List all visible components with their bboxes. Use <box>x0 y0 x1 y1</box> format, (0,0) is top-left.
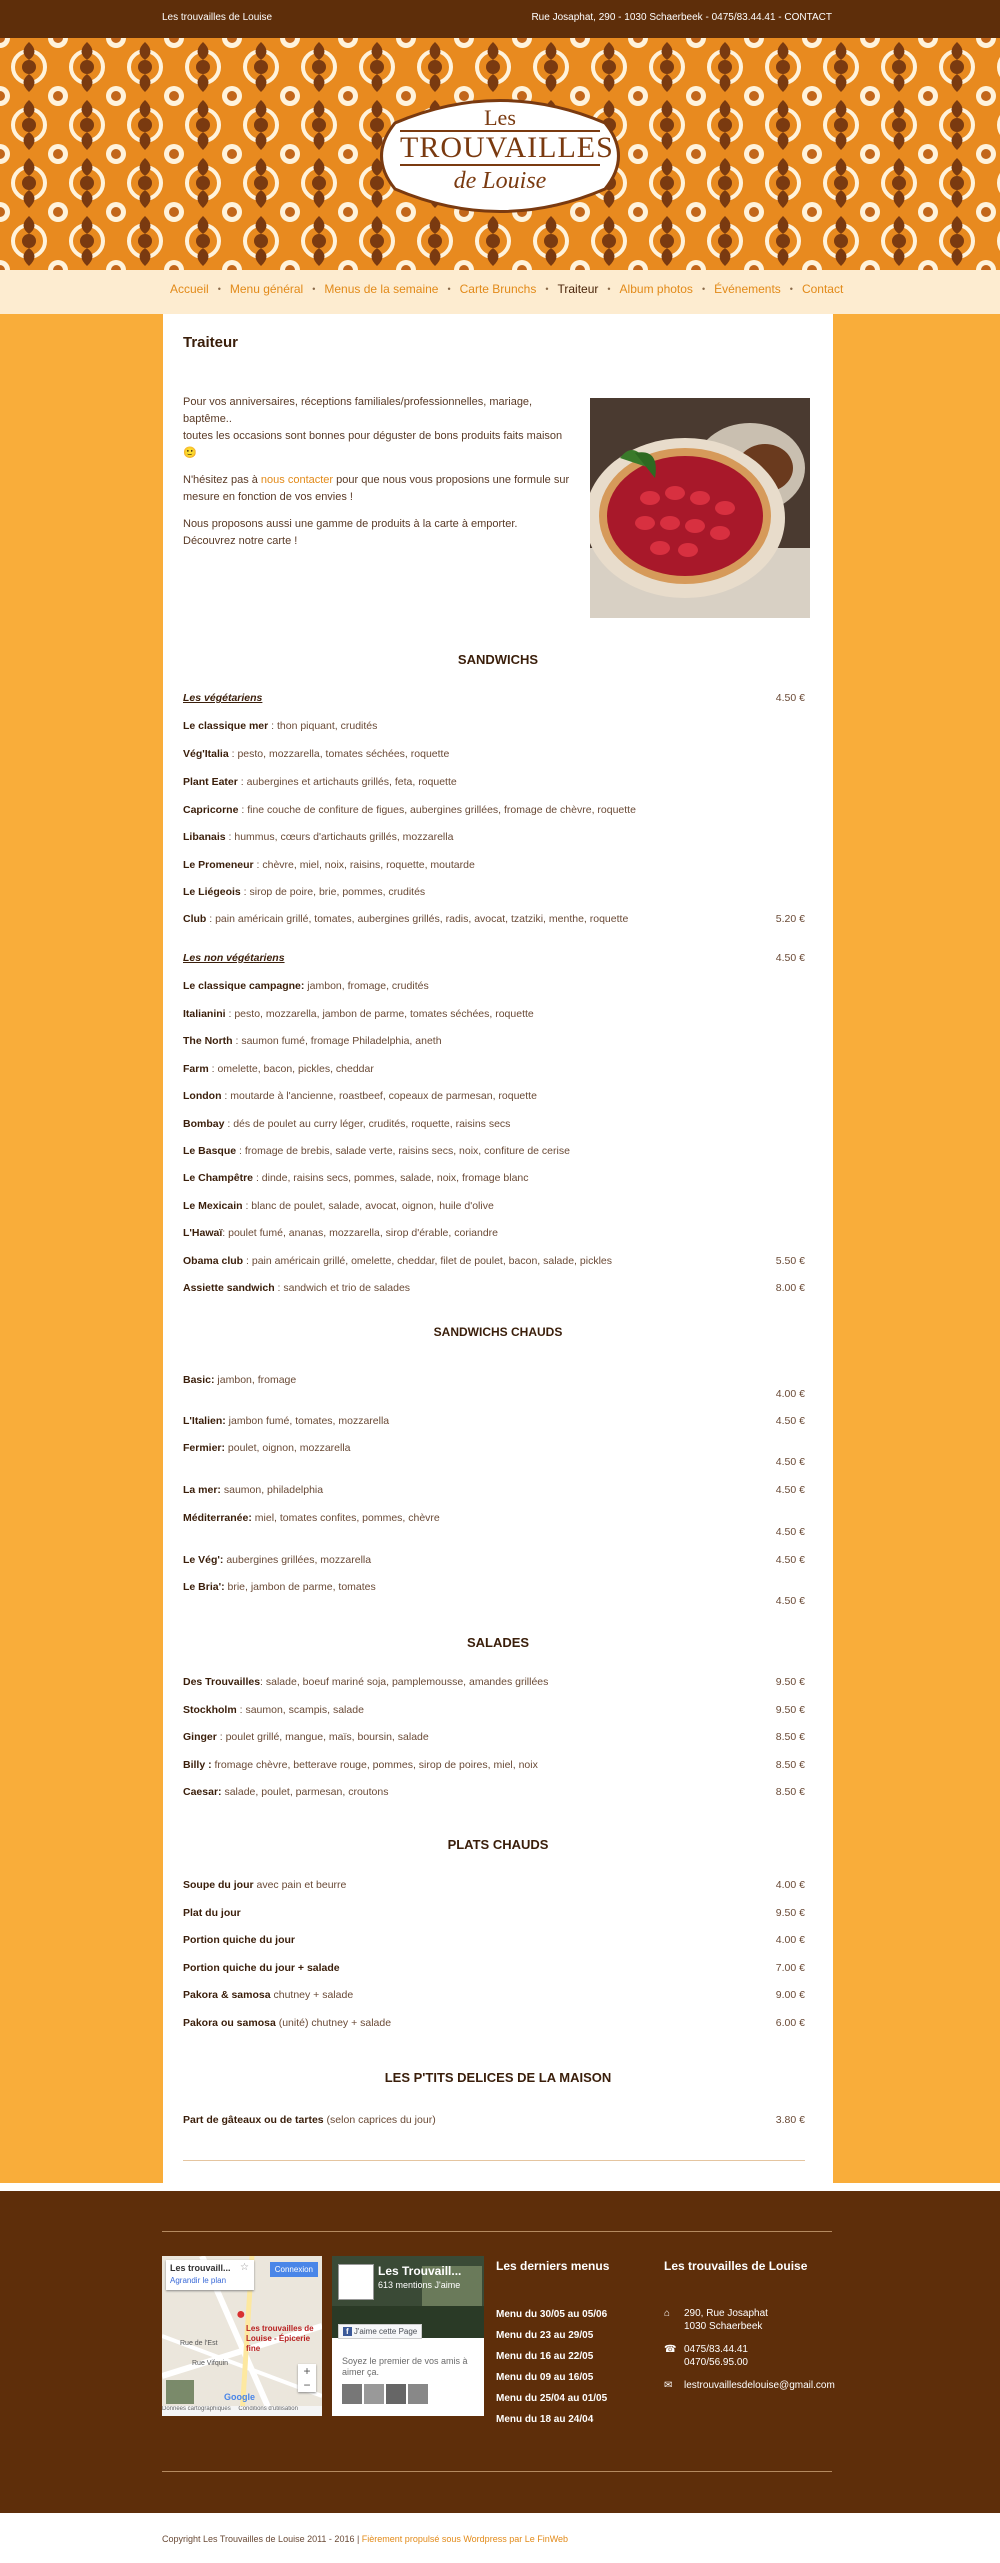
menu-item <box>183 1415 805 1427</box>
home-icon: ⌂ <box>664 2308 671 2319</box>
menu-item <box>183 1008 805 1020</box>
friend-avatar[interactable] <box>386 2384 406 2404</box>
item-name: Obama club <box>183 1255 244 1267</box>
item-desc: avec pain et beurre <box>253 1879 347 1891</box>
menu-link[interactable]: Menu du 09 au 16/05 <box>496 2372 594 2383</box>
section-heading-delices: LES P'TITS DELICES DE LA MAISON <box>384 2070 612 2085</box>
item-name: Le Mexicain <box>183 1200 243 1212</box>
item-name: La mer: <box>183 1484 221 1496</box>
menu-item <box>183 1512 805 1538</box>
menu-item <box>183 720 805 732</box>
zoom-in-button[interactable]: + <box>303 2364 311 2378</box>
menu-link[interactable]: Menu du 16 au 22/05 <box>496 2351 594 2362</box>
menu-item <box>183 1118 805 1130</box>
latest-menus <box>496 2259 609 2435</box>
phones <box>664 2343 835 2369</box>
facebook-friend-thumbs <box>342 2384 428 2404</box>
item-desc: brie, jambon de parme, tomates <box>224 1581 376 1593</box>
price: 8.50 € <box>775 1731 805 1743</box>
item-desc: : pesto, mozzarella, tomates séchées, roquette <box>228 748 450 760</box>
item-name: Le Vég': <box>183 1554 224 1566</box>
email-address[interactable]: lestrouvaillesdelouise@gmail.com <box>684 2380 835 2391</box>
item-desc: : salade, boeuf mariné soja, pamplemousse, amandes grillées <box>260 1676 549 1688</box>
item-name: Stockholm <box>183 1704 237 1716</box>
menu-link[interactable]: Menu du 30/05 au 05/06 <box>496 2309 608 2320</box>
item-name: Le Promeneur <box>183 859 254 871</box>
item-desc: aubergines grillées, mozzarella <box>223 1554 372 1566</box>
price: 9.50 € <box>775 1676 805 1688</box>
category-row <box>183 692 805 704</box>
item-name: Portion quiche du jour + salade <box>183 1962 340 1974</box>
facebook-friends-text: Soyez le premier de vos amis à aimer ça. <box>342 2356 468 2377</box>
menu-item <box>183 1063 805 1075</box>
menu-item <box>183 1282 805 1294</box>
google-map-widget[interactable] <box>162 2256 322 2416</box>
map-login-button[interactable]: Connexion <box>270 2262 318 2277</box>
section-heading-sandwichs-chauds: SANDWICHS CHAUDS <box>433 1325 563 1339</box>
item-name: Italianini <box>183 1008 226 1020</box>
item-desc: : sandwich et trio de salades <box>274 1282 411 1294</box>
friend-avatar[interactable] <box>364 2384 384 2404</box>
item-name: Plant Eater <box>183 776 238 788</box>
zoom-out-button[interactable]: − <box>303 2378 311 2392</box>
item-desc: : fine couche de confiture de figues, aubergines grillées, fromage de chèvre, roquette <box>238 804 636 816</box>
item-name: Le Liégeois <box>183 886 241 898</box>
item-desc: : fromage de brebis, salade verte, raisins secs, noix, confiture de cerise <box>236 1145 570 1157</box>
nav-item-menus-semaine[interactable]: Menus de la semaine <box>324 282 439 296</box>
street-view-thumbnail[interactable] <box>166 2380 194 2404</box>
copyright-text: Copyright Les Trouvailles de Louise 2011 - 2016 | <box>162 2534 362 2544</box>
nav-item-album-photos[interactable]: Album photos <box>619 282 693 296</box>
address-line: 1030 Schaerbeek <box>684 2321 763 2332</box>
menu-item <box>183 1676 805 1688</box>
menu-item <box>183 2017 805 2029</box>
top-brand[interactable]: Les trouvailles de Louise <box>162 12 273 23</box>
item-desc: salade, poulet, parmesan, croutons <box>221 1786 389 1798</box>
item-desc: : pesto, mozzarella, jambon de parme, tomates séchées, roquette <box>225 1008 534 1020</box>
item-name: Le classique mer <box>183 720 269 732</box>
address-line: 290, Rue Josaphat <box>684 2308 768 2319</box>
footer <box>0 2191 1000 2513</box>
strawberry-tart-photo <box>590 398 810 618</box>
menu-item <box>183 1704 805 1716</box>
item-desc: : poulet fumé, ananas, mozzarella, sirop d'érable, coriandre <box>222 1227 499 1239</box>
intro-line: N'hésitez pas à <box>183 474 261 486</box>
main-nav <box>0 270 1000 314</box>
price: 4.50 € <box>775 1554 805 1566</box>
item-name: Le Basque <box>183 1145 237 1157</box>
friend-avatar[interactable] <box>342 2384 362 2404</box>
item-name: Bombay <box>183 1118 225 1130</box>
nav-separator: • <box>607 284 611 294</box>
item-desc: : sirop de poire, brie, pommes, crudités <box>240 886 426 898</box>
nav-item-contact[interactable]: Contact <box>801 282 844 296</box>
price: 5.50 € <box>775 1255 805 1267</box>
item-name: L'Hawaï <box>183 1227 223 1239</box>
item-desc: : poulet grillé, mangue, maïs, boursin, salade <box>216 1731 429 1743</box>
menu-item <box>183 1786 805 1798</box>
item-desc: : thon piquant, crudités <box>268 720 378 732</box>
item-name: Pakora ou samosa <box>183 2017 276 2029</box>
price: 3.80 € <box>775 2114 805 2126</box>
item-desc: : dinde, raisins secs, pommes, salade, noix, fromage blanc <box>253 1172 529 1184</box>
nav-separator: • <box>312 284 316 294</box>
item-name: Le Bria': <box>183 1581 225 1593</box>
menu-link[interactable]: Menu du 18 au 24/04 <box>496 2414 594 2425</box>
item-name: Club <box>183 913 207 925</box>
item-name: Vég'Italia <box>183 748 229 760</box>
item-name: Assiette sandwich <box>183 1282 275 1294</box>
map-terms-link[interactable]: Conditions d'utilisation <box>238 2406 298 2412</box>
intro-line: Nous proposons aussi une gamme de produits à la carte à emporter. <box>183 518 518 530</box>
contact-link[interactable]: nous contacter <box>260 474 334 486</box>
section-heading-plats-chauds: PLATS CHAUDS <box>447 1837 549 1852</box>
menu-item <box>183 1731 805 1743</box>
price: 9.00 € <box>775 1989 805 2001</box>
item-name: L'Italien: <box>183 1415 226 1427</box>
footer-divider-top <box>162 2231 832 2232</box>
price: 4.00 € <box>775 1934 805 1946</box>
header-banner <box>0 38 1000 270</box>
facebook-page-avatar[interactable] <box>338 2264 374 2300</box>
menu-item <box>183 831 805 843</box>
nav-item-menu-general[interactable]: Menu général <box>229 282 304 296</box>
item-desc: : saumon, scampis, salade <box>236 1704 364 1716</box>
intro-line: toutes les occasions sont bonnes pour déguster de bons produits faits maison 🙂 <box>183 430 563 459</box>
nav-separator: • <box>447 284 451 294</box>
menu-item <box>183 748 805 760</box>
page-title: Traiteur <box>183 334 239 351</box>
phone-number[interactable]: 0475/83.44.41 <box>684 2344 748 2355</box>
menu-item <box>183 913 805 925</box>
item-desc: miel, tomates confites, pommes, chèvre <box>251 1512 440 1524</box>
item-desc: (unité) chutney + salade <box>275 2017 392 2029</box>
item-name: Portion quiche du jour <box>183 1934 295 1946</box>
nav-separator: • <box>701 284 706 294</box>
content-divider <box>183 2160 805 2161</box>
item-desc: chutney + salade <box>270 1989 354 2001</box>
menu-item <box>183 1879 805 1891</box>
address <box>664 2307 835 2333</box>
facebook-widget <box>332 2256 484 2416</box>
item-desc: : pain américain grillé, omelette, cheddar, filet de poulet, bacon, salade, pickles <box>243 1255 612 1267</box>
phone-icon: ☎ <box>664 2344 677 2355</box>
menu-item <box>183 1581 805 1607</box>
item-desc: : pain américain grillé, tomates, aubergines grillés, radis, avocat, tzatziki, menthe, roquette <box>206 913 629 925</box>
menu-item <box>183 1554 805 1566</box>
price: 4.50 € <box>775 692 805 704</box>
section-heading-sandwichs: SANDWICHS <box>457 652 539 667</box>
nav-item-carte-brunchs[interactable]: Carte Brunchs <box>459 282 537 296</box>
price: 4.50 € <box>775 1526 805 1538</box>
item-name: Capricorne <box>183 804 239 816</box>
item-desc: saumon, philadelphia <box>220 1484 324 1496</box>
menu-item <box>183 776 805 788</box>
item-desc: : hummus, cœurs d'artichauts grillés, mozzarella <box>225 831 454 843</box>
item-desc: jambon, fromage, crudités <box>304 980 429 992</box>
contact-block <box>664 2259 835 2402</box>
item-name: Basic: <box>183 1374 215 1386</box>
map-pin-icon: ● <box>236 2306 246 2323</box>
menu-item <box>183 1090 805 1102</box>
price: 4.50 € <box>775 1415 805 1427</box>
nav-item-traiteur[interactable]: Traiteur <box>557 282 599 296</box>
menu-item <box>183 1255 805 1267</box>
item-name: Le Champêtre <box>183 1172 254 1184</box>
menu-item <box>183 804 805 816</box>
item-name: Le classique campagne: <box>183 980 305 992</box>
price: 8.00 € <box>775 1282 805 1294</box>
item-desc: : dés de poulet au curry léger, crudités, roquette, raisins secs <box>224 1118 511 1130</box>
friend-avatar[interactable] <box>408 2384 428 2404</box>
menu-item <box>183 1989 805 2001</box>
menu-item <box>183 1934 805 1946</box>
menu-item <box>183 1200 805 1212</box>
menu-item <box>183 1442 805 1468</box>
price: 4.50 € <box>775 1484 805 1496</box>
item-name: Libanais <box>183 831 226 843</box>
price: 4.00 € <box>775 1879 805 1891</box>
menu-item <box>183 886 805 898</box>
contact-title: Les trouvailles de Louise <box>664 2259 808 2273</box>
latest-menus-title: Les derniers menus <box>496 2259 610 2273</box>
facebook-like-button[interactable] <box>338 2324 422 2339</box>
item-name: Ginger <box>183 1731 217 1743</box>
menu-item <box>183 1035 805 1047</box>
menu-item <box>183 1145 805 1157</box>
item-desc: fromage chèvre, betterave rouge, pommes, sirop de poires, miel, noix <box>211 1759 538 1771</box>
item-desc: : aubergines et artichauts grillés, feta, roquette <box>237 776 457 788</box>
item-desc: : omelette, bacon, pickles, cheddar <box>208 1063 374 1075</box>
map-place-title: Les trouvaill... <box>170 2263 231 2273</box>
item-name: Part de gâteaux ou de tartes <box>183 2114 324 2126</box>
credit-link[interactable]: Fièrement propulsé sous Wordpress par Le FinWeb <box>361 2534 569 2544</box>
menu-item <box>183 2114 805 2126</box>
nav-item-accueil[interactable]: Accueil <box>170 282 209 296</box>
price: 4.50 € <box>775 952 805 964</box>
intro-line: pour que nous vous proposions une formule sur mesure en fonction de vos envies ! <box>183 474 570 503</box>
star-icon[interactable]: ☆ <box>240 2262 249 2273</box>
nav-separator: • <box>217 284 221 294</box>
nav-item-evenements[interactable]: Événements <box>714 282 781 296</box>
item-name: The North <box>183 1035 233 1047</box>
menu-item <box>183 1907 805 1919</box>
menu-item <box>183 1962 805 1974</box>
top-bar <box>0 0 1000 38</box>
category-label: Les végétariens <box>183 692 263 704</box>
facebook-icon: f <box>343 2327 352 2336</box>
email <box>664 2379 835 2392</box>
nav-separator: • <box>545 284 549 294</box>
item-name: Farm <box>183 1063 209 1075</box>
item-name: Soupe du jour <box>183 1879 254 1891</box>
price: 5.20 € <box>775 913 805 925</box>
item-name: Pakora & samosa <box>183 1989 271 2001</box>
menu-item <box>183 980 805 992</box>
map-pin-label: Les trouvailles de Louise - Épicerie fine <box>246 2324 314 2353</box>
facebook-like-label: J'aime cette Page <box>353 2327 418 2336</box>
map-enlarge-link[interactable]: Agrandir le plan <box>170 2276 227 2285</box>
logo-line-3: de Louise <box>453 168 547 194</box>
menu-link[interactable]: Menu du 23 au 29/05 <box>496 2330 594 2341</box>
map-attribution: Données cartographiques <box>162 2406 231 2412</box>
map-street-label: Rue Vifquin <box>192 2360 229 2367</box>
price: 4.50 € <box>775 1595 805 1607</box>
item-desc: : moutarde à l'ancienne, roastbeef, copeaux de parmesan, roquette <box>221 1090 537 1102</box>
item-name: Des Trouvailles <box>183 1676 261 1688</box>
menu-item <box>183 1227 805 1239</box>
intro-line: Pour vos anniversaires, réceptions familiales/professionnelles, mariage, baptême.. <box>183 396 533 425</box>
item-desc: : chèvre, miel, noix, raisins, roquette, moutarde <box>253 859 475 871</box>
price: 9.50 € <box>775 1704 805 1716</box>
item-name: Méditerranée: <box>183 1512 252 1524</box>
price: 9.50 € <box>775 1907 805 1919</box>
item-name: Plat du jour <box>183 1907 241 1919</box>
facebook-likes-count: 613 mentions J'aime <box>378 2280 461 2290</box>
footer-divider-bottom <box>162 2471 832 2472</box>
top-contact-info[interactable]: Rue Josaphat, 290 - 1030 Schaerbeek - 0475/83.44.41 - CONTACT <box>531 12 832 23</box>
price: 8.50 € <box>775 1786 805 1798</box>
item-desc: poulet, oignon, mozzarella <box>225 1442 351 1454</box>
phone-number[interactable]: 0470/56.95.00 <box>684 2357 748 2368</box>
item-desc: jambon, fromage <box>214 1374 297 1386</box>
zoom-controls <box>298 2364 316 2392</box>
logo-line-2: TROUVAILLES <box>400 131 614 164</box>
item-desc: jambon fumé, tomates, mozzarella <box>225 1415 390 1427</box>
item-desc: : blanc de poulet, salade, avocat, oignon, huile d'olive <box>242 1200 494 1212</box>
section-heading-salades: SALADES <box>466 1635 530 1650</box>
price: 6.00 € <box>775 2017 805 2029</box>
price: 7.00 € <box>775 1962 805 1974</box>
item-desc: : saumon fumé, fromage Philadelphia, aneth <box>232 1035 442 1047</box>
main-content <box>163 314 833 2183</box>
price: 4.00 € <box>775 1388 805 1400</box>
intro-line: Découvrez notre carte ! <box>183 535 298 547</box>
item-name: Fermier: <box>183 1442 226 1454</box>
menu-item <box>183 1484 805 1496</box>
copyright <box>162 2534 568 2544</box>
category-label: Les non végétariens <box>183 952 285 964</box>
price: 4.50 € <box>775 1456 805 1468</box>
item-desc: (selon caprices du jour) <box>323 2114 436 2126</box>
item-name: London <box>183 1090 222 1102</box>
logo-line-1: Les <box>484 105 516 130</box>
price: 8.50 € <box>775 1759 805 1771</box>
item-name: Caesar: <box>183 1786 222 1798</box>
menu-item <box>183 859 805 871</box>
menu-item <box>183 1172 805 1184</box>
site-logo[interactable] <box>392 105 614 196</box>
map-street-label: Rue de l'Est <box>180 2340 218 2347</box>
facebook-page-name[interactable]: Les Trouvaill... <box>378 2264 462 2278</box>
nav-separator: • <box>789 284 793 294</box>
google-brand: Google <box>224 2392 255 2402</box>
category-row <box>183 952 805 964</box>
menu-item <box>183 1374 805 1400</box>
menu-item <box>183 1759 805 1771</box>
envelope-icon: ✉ <box>664 2380 673 2391</box>
intro-text <box>183 394 573 560</box>
menu-link[interactable]: Menu du 25/04 au 01/05 <box>496 2393 608 2404</box>
item-name: Billy : <box>183 1759 212 1771</box>
